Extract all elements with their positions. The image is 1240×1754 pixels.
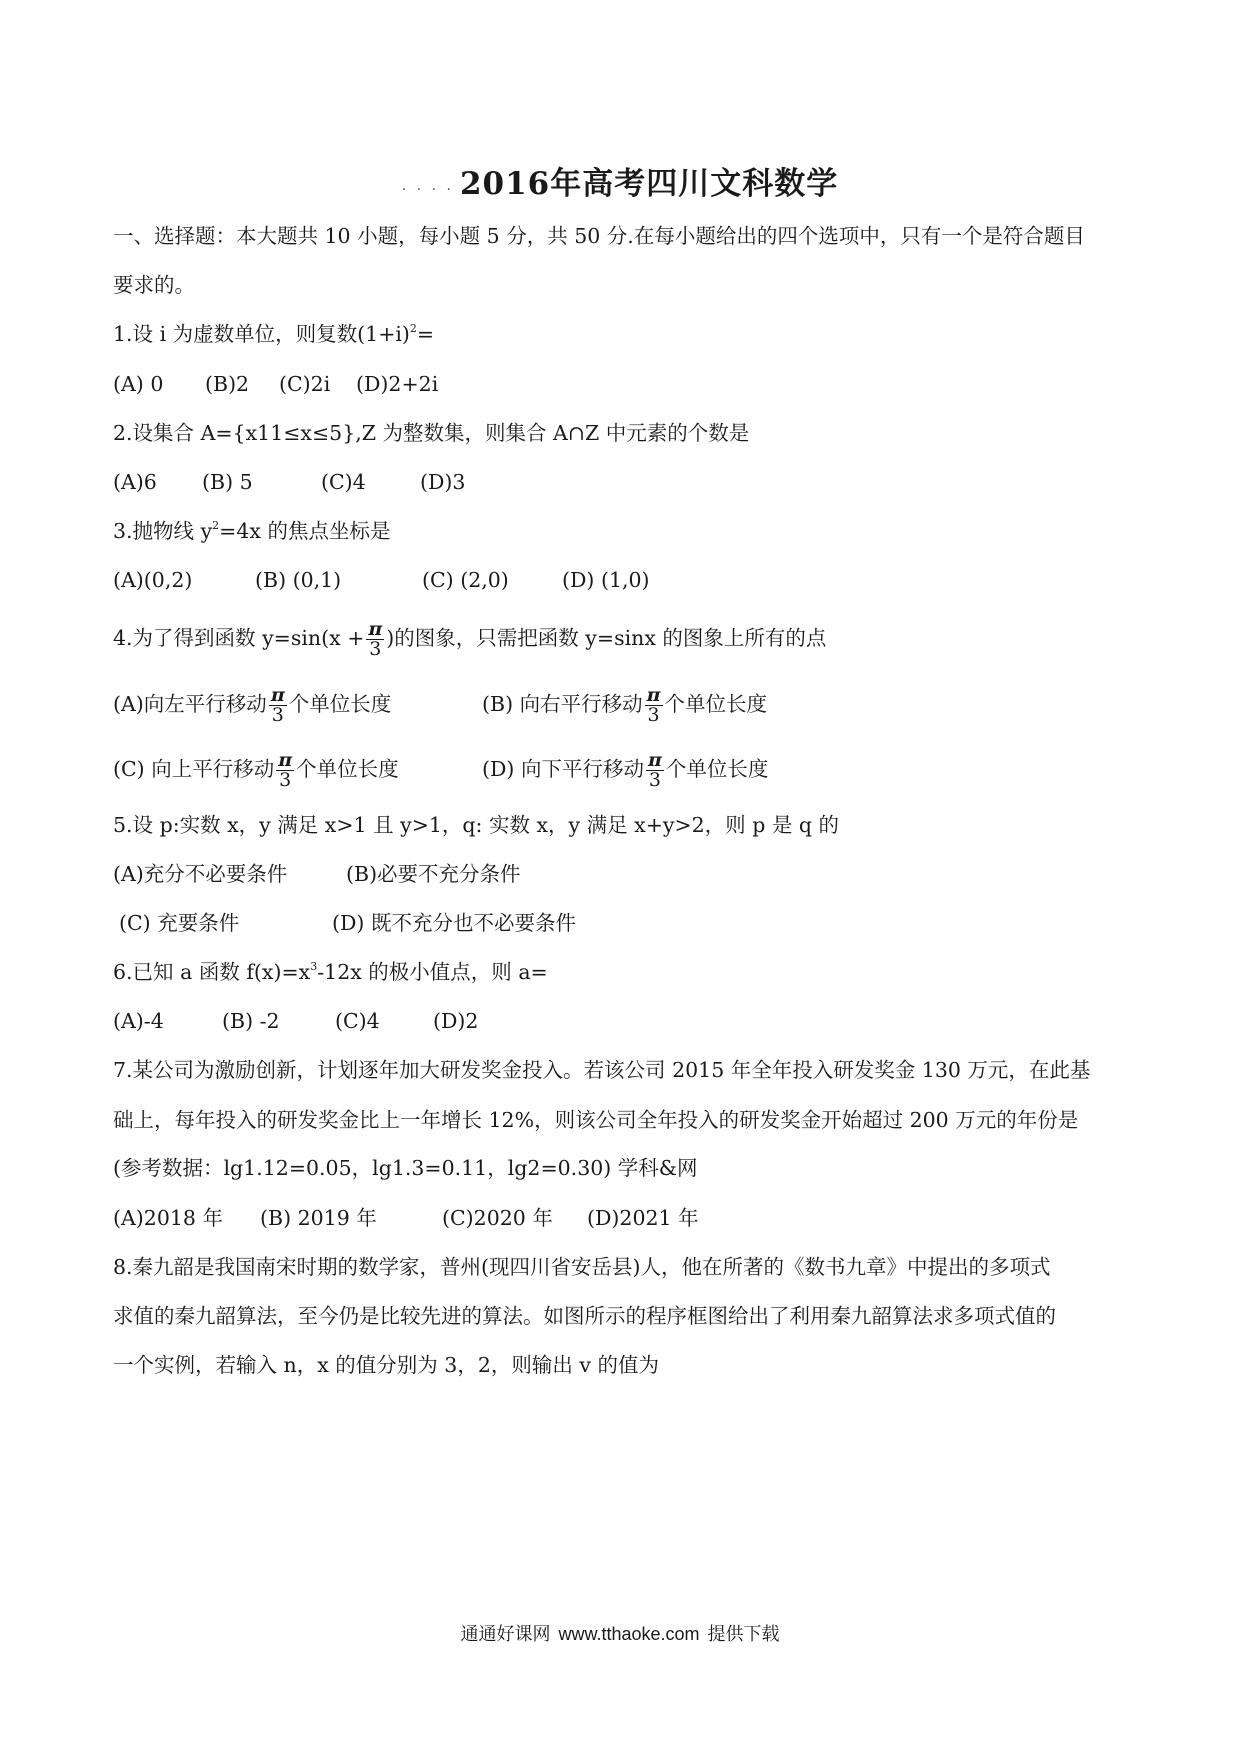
- q7-line3: (参考数据：lg1.12=0.05，lg1.3=0.11，lg2=0.30) 学科&网: [113, 1156, 698, 1180]
- pi-numerator: π: [368, 618, 383, 640]
- footer-tail: 提供下载: [707, 1624, 780, 1644]
- q1-stem-a: 1.设 i 为虚数单位，则复数(1+i): [113, 322, 410, 346]
- q5-option-c: (C) 充要条件: [119, 911, 240, 935]
- q2-stem: 2.设集合 A={x11≤x≤5},Z 为整数集，则集合 A∩Z 中元素的个数是: [113, 421, 750, 445]
- q4-option-c: [113, 751, 399, 790]
- pi-numerator: π: [270, 684, 285, 706]
- q6-stem: [113, 958, 548, 986]
- page-footer: [0, 1620, 1240, 1646]
- q7-option-c: (C)2020 年: [442, 1206, 553, 1230]
- q6-option-b: (B) -2: [222, 1009, 280, 1033]
- q2-option-b: (B) 5: [202, 470, 253, 494]
- q8-line1: 8.秦九韶是我国南宋时期的数学家，普州(现四川省安岳县)人，他在所著的《数书九章》中提出的多项式: [113, 1255, 1051, 1279]
- q3-option-c: (C) (2,0): [422, 568, 509, 592]
- q7-line1: 7.某公司为激励创新，计划逐年加大研发奖金投入。若该公司 2015 年全年投入研发奖金 130 万元，在此基: [113, 1058, 1091, 1082]
- q2-option-a: (A)6: [113, 470, 157, 494]
- q3-stem: [113, 517, 390, 545]
- q1-option-b: (B)2: [205, 372, 250, 396]
- q4-stem: [113, 620, 826, 659]
- footer-url-link[interactable]: www.tthaoke.com: [558, 1624, 700, 1644]
- q3-exponent: 2: [212, 519, 220, 532]
- q4-option-c-post: 个单位长度: [296, 757, 399, 781]
- denominator: 3: [279, 769, 292, 791]
- q4-stem-a: 4.为了得到函数 y=sin(x +: [113, 626, 365, 650]
- q1-options: [113, 370, 438, 398]
- q4-stem-b: )的图象，只需把函数 y=sinx 的图象上所有的点: [386, 626, 827, 650]
- section-intro-line1: 一、选择题：本大题共 10 小题，每小题 5 分，共 50 分.在每小题给出的四个选项中，只有一个是符合题目: [113, 224, 1085, 248]
- q1-stem: [113, 320, 434, 348]
- q5-stem: 5.设 p:实数 x，y 满足 x>1 且 y>1，q: 实数 x，y 满足 x+y>2，则 p 是 q 的: [113, 813, 839, 837]
- q1-exponent: 2: [409, 322, 417, 335]
- q5-option-a: (A)充分不必要条件: [113, 862, 288, 886]
- q3-option-b: (B) (0,1): [255, 568, 342, 592]
- q7-options: [113, 1204, 699, 1232]
- q7-option-b: (B) 2019 年: [260, 1206, 377, 1230]
- q1-option-c: (C)2i: [279, 372, 331, 396]
- q4-option-d: [482, 751, 768, 790]
- q3-stem-b: =4x 的焦点坐标是: [219, 519, 391, 543]
- q1-option-d: (D)2+2i: [356, 372, 439, 396]
- q6-stem-a: 6.已知 a 函数 f(x)=x: [113, 960, 311, 984]
- q6-option-d: (D)2: [433, 1009, 479, 1033]
- pi-numerator: π: [647, 749, 662, 771]
- title-text: 2016年高考四川文科数学: [459, 166, 839, 202]
- denominator: 3: [369, 638, 382, 660]
- q7-option-a: (A)2018 年: [113, 1206, 223, 1230]
- q7-line2: 础上，每年投入的研发奖金比上一年增长 12%，则该公司全年投入的研发奖金开始超过 200 万元的年份是: [113, 1108, 1079, 1132]
- pi-numerator: π: [646, 684, 661, 706]
- q5-option-d: (D) 既不充分也不必要条件: [332, 911, 576, 935]
- q4-option-b: [482, 686, 767, 725]
- footer-site-name: 通通好课网: [460, 1624, 551, 1644]
- denominator: 3: [648, 769, 661, 791]
- q4-option-a: [113, 686, 391, 725]
- pi-numerator: π: [278, 749, 293, 771]
- q4-fraction: [366, 620, 384, 659]
- q5-options-row1: [113, 860, 521, 888]
- q1-stem-b: =: [416, 322, 435, 346]
- title-dots: . . . .: [401, 177, 454, 194]
- q5-option-b: (B)必要不充分条件: [346, 862, 521, 886]
- q2-option-c: (C)4: [321, 470, 366, 494]
- q4-option-a-pre: (A)向左平行移动: [113, 692, 267, 716]
- q7-option-d: (D)2021 年: [587, 1206, 699, 1230]
- denominator: 3: [271, 704, 284, 726]
- q4-option-d-fraction: [646, 751, 664, 790]
- page-title: [0, 158, 1240, 203]
- q4-option-b-pre: (B) 向右平行移动: [482, 692, 643, 716]
- q3-option-d: (D) (1,0): [562, 568, 650, 592]
- q3-option-a: (A)(0,2): [113, 568, 193, 592]
- q6-stem-b: -12x 的极小值点，则 a=: [317, 960, 548, 984]
- q4-option-b-fraction: [645, 686, 663, 725]
- section-intro-line2: 要求的。: [113, 273, 195, 297]
- q1-option-a: (A) 0: [113, 372, 164, 396]
- q8-line2: 求值的秦九韶算法，至今仍是比较先进的算法。如图所示的程序框图给出了利用秦九韶算法求多项式值的: [113, 1304, 1056, 1328]
- q3-stem-a: 3.抛物线 y: [113, 519, 213, 543]
- q6-options: [113, 1007, 478, 1035]
- q4-option-c-fraction: [276, 751, 294, 790]
- q8-line3: 一个实例，若输入 n，x 的值分别为 3，2，则输出 v 的值为: [113, 1353, 660, 1377]
- q4-option-b-post: 个单位长度: [664, 692, 767, 716]
- q3-options: [113, 566, 650, 594]
- q4-option-a-fraction: [269, 686, 287, 725]
- denominator: 3: [647, 704, 660, 726]
- q2-options: [113, 468, 465, 496]
- q4-option-a-post: 个单位长度: [288, 692, 392, 716]
- q6-option-a: (A)-4: [113, 1009, 164, 1033]
- q6-option-c: (C)4: [335, 1009, 380, 1033]
- q4-option-c-pre: (C) 向上平行移动: [113, 757, 275, 781]
- q4-option-d-pre: (D) 向下平行移动: [482, 757, 644, 781]
- q5-options-row2: [119, 909, 576, 937]
- q6-exponent: 3: [310, 960, 318, 973]
- q4-option-d-post: 个单位长度: [665, 757, 769, 781]
- q2-option-d: (D)3: [420, 470, 466, 494]
